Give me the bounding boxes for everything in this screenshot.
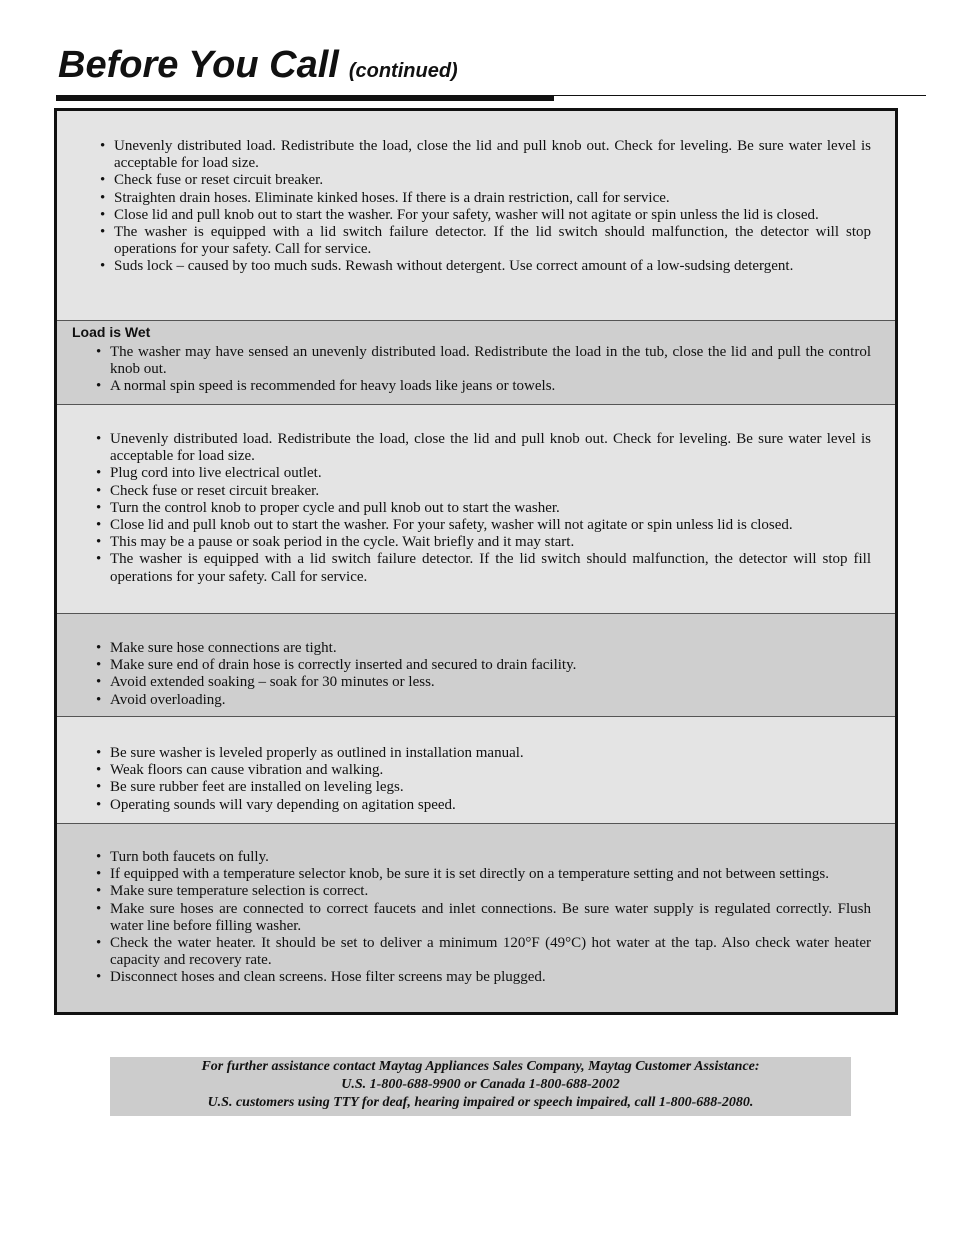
list-item: • Close lid and pull knob out to start the washer. For your safety, washer will not agitate or spin unless the lid is closed. bbox=[114, 207, 871, 224]
list-item: • Straighten drain hoses. Eliminate kinked hoses. If there is a drain restriction, call for service. bbox=[114, 190, 871, 207]
solution-list bbox=[110, 640, 871, 709]
list-item: • Avoid extended soaking – soak for 30 minutes or less. bbox=[110, 674, 871, 691]
list-item: • Check fuse or reset circuit breaker. bbox=[110, 483, 871, 500]
solution-list bbox=[114, 138, 871, 276]
footer-line-contact: For further assistance contact Maytag Appliances Sales Company, Maytag Customer Assistance: bbox=[201, 1059, 760, 1074]
troubleshooting-section-load-is-wet bbox=[57, 321, 895, 405]
list-item: • This may be a pause or soak period in the cycle. Wait briefly and it may start. bbox=[110, 534, 871, 551]
solution-list bbox=[110, 344, 871, 396]
list-item: • A normal spin speed is recommended for heavy loads like jeans or towels. bbox=[110, 378, 871, 395]
list-item: • Weak floors can cause vibration and walking. bbox=[110, 762, 871, 779]
troubleshooting-section-1 bbox=[57, 111, 895, 321]
list-item: • Close lid and pull knob out to start the washer. For your safety, washer will not agitate or spin unless lid is closed. bbox=[110, 517, 871, 534]
list-item: • Unevenly distributed load. Redistribute the load, close the lid and pull knob out. Check for leveling. Be sure water level is acceptable for load size. bbox=[114, 138, 871, 172]
footer-line-phone: U.S. 1-800-688-9900 or Canada 1-800-688-2002 bbox=[341, 1076, 620, 1092]
troubleshooting-table bbox=[54, 108, 898, 1015]
list-item: • Avoid overloading. bbox=[110, 692, 871, 709]
list-item: • Make sure hose connections are tight. bbox=[110, 640, 871, 657]
solution-list bbox=[110, 431, 871, 586]
list-item: • Make sure temperature selection is correct. bbox=[110, 883, 871, 900]
list-item: • Plug cord into live electrical outlet. bbox=[110, 465, 871, 482]
list-item: • Make sure end of drain hose is correctly inserted and secured to drain facility. bbox=[110, 657, 871, 674]
title-rule-thick bbox=[56, 95, 554, 101]
page-title bbox=[58, 44, 458, 87]
list-item: • Check the water heater. It should be set to deliver a minimum 120°F (49°C) hot water at the tap. Also check water heater capacity and recovery rate. bbox=[110, 935, 871, 969]
troubleshooting-section-6 bbox=[57, 824, 895, 1012]
solution-list bbox=[110, 849, 871, 987]
title-rule-thin bbox=[554, 95, 926, 96]
solution-list bbox=[110, 745, 871, 814]
list-item: • Disconnect hoses and clean screens. Hose filter screens may be plugged. bbox=[110, 969, 871, 986]
assistance-footer bbox=[110, 1057, 851, 1116]
list-item: • Be sure washer is leveled properly as outlined in installation manual. bbox=[110, 745, 871, 762]
troubleshooting-section-5 bbox=[57, 717, 895, 824]
troubleshooting-section-4 bbox=[57, 614, 895, 717]
list-item: • Make sure hoses are connected to correct faucets and inlet connections. Be sure water supply is regulated correctly. Flush water line before filling washer. bbox=[110, 901, 871, 935]
list-item: • The washer may have sensed an unevenly distributed load. Redistribute the load in the tub, close the lid and pull the control knob out. bbox=[110, 344, 871, 378]
list-item: • Operating sounds will vary depending on agitation speed. bbox=[110, 797, 871, 814]
troubleshooting-section-3 bbox=[57, 405, 895, 614]
list-item: • If equipped with a temperature selector knob, be sure it is set directly on a temperature setting and not between settings. bbox=[110, 866, 871, 883]
list-item: • Be sure rubber feet are installed on leveling legs. bbox=[110, 779, 871, 796]
list-item: • The washer is equipped with a lid switch failure detector. If the lid switch should malfunction, the detector will stop operations for your safety. Call for service. bbox=[114, 224, 871, 258]
list-item: • Turn the control knob to proper cycle and pull knob out to start the washer. bbox=[110, 500, 871, 517]
list-item: • Turn both faucets on fully. bbox=[110, 849, 871, 866]
section-heading: Load is Wet bbox=[72, 324, 151, 340]
page-subtitle: (continued) bbox=[348, 60, 458, 82]
list-item: • Check fuse or reset circuit breaker. bbox=[114, 172, 871, 189]
list-item: • Unevenly distributed load. Redistribute the load, close the lid and pull knob out. Check for leveling. Be sure water level is acceptable for load size. bbox=[110, 431, 871, 465]
page-title-text: Before You Call bbox=[58, 44, 339, 86]
list-item: • The washer is equipped with a lid switch failure detector. If the lid switch should malfunction, the detector will stop fill operations for your safety. Call for service. bbox=[110, 551, 871, 585]
list-item: • Suds lock – caused by too much suds. Rewash without detergent. Use correct amount of a low-sudsing detergent. bbox=[114, 258, 871, 275]
footer-line-tty: U.S. customers using TTY for deaf, hearing impaired or speech impaired, call 1-800-688-2080. bbox=[207, 1094, 754, 1110]
